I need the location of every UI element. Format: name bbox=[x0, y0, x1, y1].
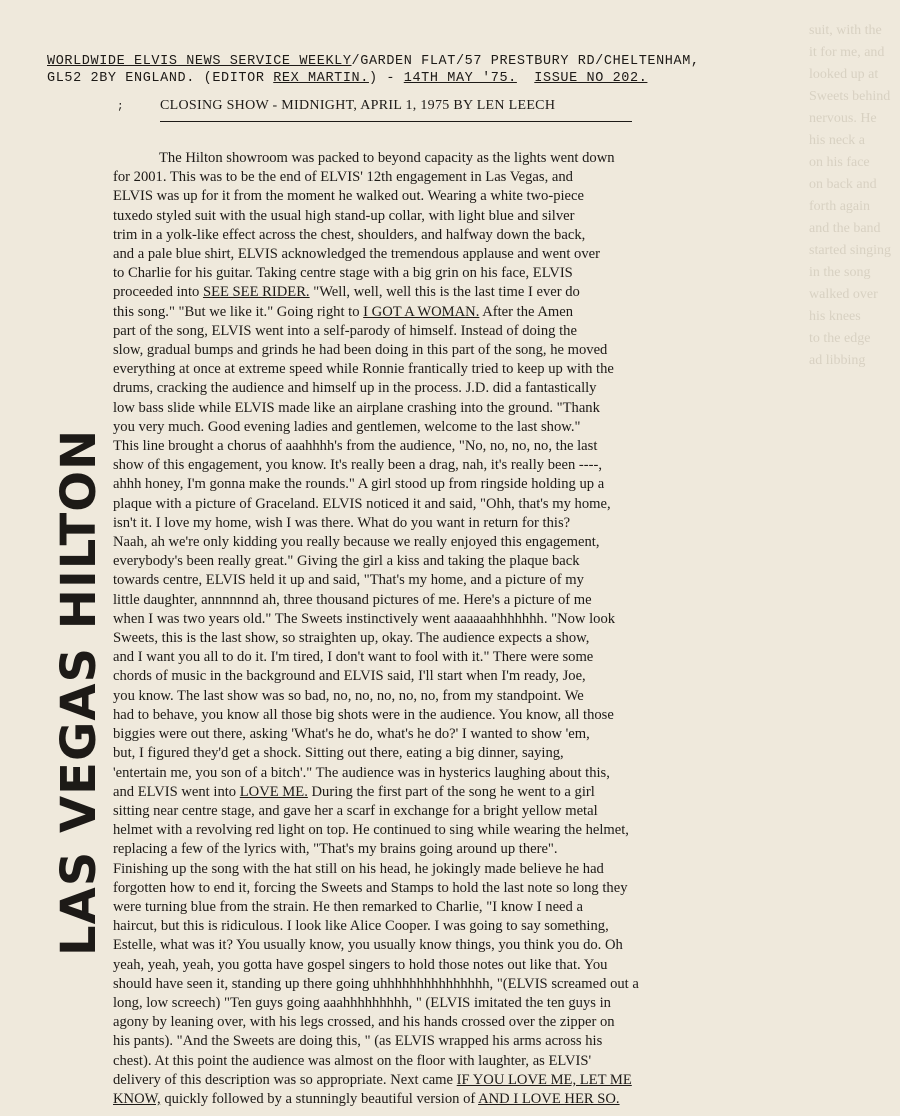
body-line-text: part of the song, ELVIS went into a self-parody of himself. Instead of doing the bbox=[113, 322, 577, 339]
body-line bbox=[113, 956, 763, 975]
song-title: IF YOU LOVE ME, LET ME bbox=[456, 1071, 632, 1088]
body-line-text: proceeded into bbox=[113, 284, 203, 301]
body-line-text: This line brought a chorus of aaahhhh's from the audience, "No, no, no, no, the last bbox=[113, 438, 598, 455]
body-line-text: you very much. Good evening ladies and gentlemen, welcome to the last show." bbox=[113, 418, 581, 435]
body-line-text: "Well, well, well this is the last time I ever do bbox=[309, 284, 580, 301]
body-line bbox=[113, 475, 763, 494]
issue-number: ISSUE NO 202. bbox=[534, 71, 648, 86]
body-line bbox=[113, 303, 763, 322]
body-line-text: when I was two years old." The Sweets instinctively went aaaaaahhhhhhh. "Now look bbox=[113, 610, 616, 627]
body-line-text: sitting near centre stage, and gave her a scarf in exchange for a bright yellow metal bbox=[113, 802, 598, 819]
body-line bbox=[113, 917, 763, 936]
body-line bbox=[113, 187, 763, 206]
issue-date: 14TH MAY '75. bbox=[403, 71, 517, 86]
body-line-text: slow, gradual bumps and grinds he had been doing in this part of the song, he moved bbox=[113, 342, 608, 359]
body-line-text: ahhh honey, I'm gonna make the rounds." A girl stood up from ringside holding up a bbox=[113, 476, 605, 493]
body-line-text: quickly followed by a stunningly beautiful version of bbox=[160, 1090, 479, 1107]
masthead bbox=[47, 53, 787, 87]
body-line-text: agony by leaning over, with his legs crossed, and his hands crossed over the zipper on bbox=[113, 1014, 615, 1031]
body-line-text: should have seen it, standing up there going uhhhhhhhhhhhhhhh, "(ELVIS screamed out a bbox=[113, 975, 639, 992]
body-line bbox=[113, 802, 763, 821]
body-line-text: and I want you all to do it. I'm tired, I don't want to fool with it." There were some bbox=[113, 649, 594, 666]
body-line bbox=[113, 1052, 763, 1071]
body-line bbox=[113, 456, 763, 475]
song-title: SEE SEE RIDER. bbox=[202, 284, 310, 301]
body-line bbox=[113, 283, 763, 302]
postcode-text: GL52 2BY ENGLAND. (EDITOR bbox=[47, 71, 274, 86]
body-line bbox=[113, 226, 763, 245]
body-line-text: plaque with a picture of Graceland. ELVIS noticed it and said, "Ohh, that's my home, bbox=[113, 495, 611, 512]
body-line bbox=[113, 706, 763, 725]
body-line bbox=[113, 571, 763, 590]
body-line bbox=[113, 610, 763, 629]
body-line-text: delivery of this description was so appropriate. Next came bbox=[113, 1071, 457, 1088]
song-title: KNOW, bbox=[113, 1090, 161, 1107]
body-line-text: Finishing up the song with the hat still on his head, he jokingly made believe he had bbox=[113, 860, 604, 877]
body-line bbox=[113, 418, 763, 437]
body-line bbox=[113, 552, 763, 571]
body-line-text: towards centre, ELVIS held it up and said, "That's my home, and a picture of my bbox=[113, 572, 584, 589]
body-line-text: After the Amen bbox=[479, 303, 573, 320]
body-line-text: Sweets, this is the last show, so straighten up, okay. The audience expects a show, bbox=[113, 630, 590, 647]
body-line-text: tuxedo styled suit with the usual high stand-up collar, with light blue and silver bbox=[113, 207, 575, 224]
body-line bbox=[113, 821, 763, 840]
bleed-through-text: suit, with the it for me, and looked up at Sweets behind nervous. He his neck a on his face on back and forth again and the band started singing in the song walked over his knees to the edge ad libbing bbox=[809, 23, 892, 368]
article-byline: CLOSING SHOW - MIDNIGHT, APRIL 1, 1975 BY LEN LEECH bbox=[160, 98, 556, 113]
body-line-text: forgotten how to end it, forcing the Sweets and Stamps to hold the last note so long they bbox=[113, 879, 628, 896]
body-line-text: had to behave, you know all those big shots were in the audience. You know, all those bbox=[113, 706, 614, 723]
body-line-text: low bass slide while ELVIS made like an airplane crashing into the ground. "Thank bbox=[113, 399, 600, 416]
body-line-text: yeah, yeah, yeah, you gotta have gospel singers to hold those notes out like that. You bbox=[113, 956, 608, 973]
body-line-text: long, low screech) "Ten guys going aaahhhhhhhhh, " (ELVIS imitated the ten guys in bbox=[113, 994, 611, 1011]
body-line-text: little daughter, annnnnnd ah, three thousand pictures of me. Here's a picture of me bbox=[113, 591, 592, 608]
body-line bbox=[113, 629, 763, 648]
body-line bbox=[113, 495, 763, 514]
body-line-text: 'entertain me, you son of a bitch'." The audience was in hysterics laughing about this, bbox=[113, 764, 610, 781]
body-line bbox=[113, 994, 763, 1013]
body-line-text: but, I figured they'd get a shock. Sitting out there, eating a big dinner, saying, bbox=[113, 745, 564, 762]
masthead-line-1 bbox=[47, 53, 787, 70]
body-line bbox=[113, 168, 763, 187]
body-line-text: biggies were out there, asking 'What's he do, what's he do?' I wanted to show 'em, bbox=[113, 726, 590, 743]
body-line-text: and a pale blue shirt, ELVIS acknowledged the tremendous applause and went over bbox=[113, 246, 600, 263]
body-line-text: During the first part of the song he went to a girl bbox=[307, 783, 595, 800]
masthead-separator: ) - bbox=[368, 71, 404, 86]
body-line-text: isn't it. I love my home, wish I was there. What do you want in return for this? bbox=[113, 514, 571, 531]
body-line bbox=[113, 591, 763, 610]
body-line bbox=[113, 898, 763, 917]
body-line bbox=[113, 648, 763, 667]
body-line bbox=[113, 975, 763, 994]
body-line-text: and ELVIS went into bbox=[113, 783, 240, 800]
body-line-text: Estelle, what was it? You usually know, you usually know things, you think you do. Oh bbox=[113, 937, 623, 954]
body-line-text: were turning blue from the strain. He then remarked to Charlie, "I know I need a bbox=[113, 898, 583, 915]
byline-rule bbox=[160, 121, 632, 122]
song-title: AND I LOVE HER SO. bbox=[478, 1090, 620, 1107]
body-line bbox=[113, 744, 763, 763]
body-line-text: haircut, but this is ridiculous. I look like Alice Cooper. I was going to say something, bbox=[113, 918, 609, 935]
body-line bbox=[113, 264, 763, 283]
masthead-line-2 bbox=[47, 70, 787, 87]
body-line bbox=[113, 1071, 763, 1090]
body-line-text: this song." "But we like it." Going right to bbox=[113, 303, 364, 320]
body-line-text: everything at once at extreme speed while Ronnie frantically tried to keep up with the bbox=[113, 361, 614, 378]
body-line bbox=[113, 399, 763, 418]
body-line bbox=[113, 341, 763, 360]
body-line-text: replacing a few of the lyrics with, "That's my brains going around up there". bbox=[113, 841, 558, 858]
body-line bbox=[113, 879, 763, 898]
song-title: I GOT A WOMAN. bbox=[363, 303, 480, 320]
body-line bbox=[113, 245, 763, 264]
bullet-mark: ; bbox=[117, 101, 124, 113]
body-line-text: The Hilton showroom was packed to beyond capacity as the lights went down bbox=[159, 150, 615, 166]
body-line bbox=[113, 840, 763, 859]
body-line bbox=[113, 379, 763, 398]
body-line-text: to Charlie for his guitar. Taking centre stage with a big grin on his face, ELVIS bbox=[113, 265, 573, 282]
body-line bbox=[113, 1013, 763, 1032]
body-line bbox=[113, 725, 763, 744]
body-line-text: you know. The last show was so bad, no, no, no, no, no, from my standpoint. We bbox=[113, 687, 584, 704]
editor-name: REX MARTIN. bbox=[273, 71, 369, 86]
body-line bbox=[113, 360, 763, 379]
body-line bbox=[113, 687, 763, 706]
body-line bbox=[113, 207, 763, 226]
body-line bbox=[113, 783, 763, 802]
body-line bbox=[113, 149, 763, 168]
body-line bbox=[113, 936, 763, 955]
article-body bbox=[113, 149, 763, 1109]
body-line-text: Naah, ah we're only kidding you really because we really enjoyed this engagement, bbox=[113, 534, 600, 551]
body-line bbox=[113, 514, 763, 533]
body-line-text: ELVIS was up for it from the moment he walked out. Wearing a white two-piece bbox=[113, 188, 584, 205]
body-line bbox=[113, 667, 763, 686]
body-line-text: for 2001. This was to be the end of ELVIS' 12th engagement in Las Vegas, and bbox=[113, 169, 573, 186]
body-line-text: trim in a yolk-like effect across the chest, shoulders, and halfway down the back, bbox=[113, 226, 586, 243]
body-line-text: his pants). "And the Sweets are doing this, " (as ELVIS wrapped his arms across his bbox=[113, 1033, 603, 1050]
body-line-text: show of this engagement, you know. It's really been a drag, nah, it's really been ----, bbox=[113, 457, 602, 474]
body-line bbox=[113, 533, 763, 552]
body-line bbox=[113, 437, 763, 456]
body-line-text: drums, cracking the audience and himself up in the process. J.D. did a fantastically bbox=[113, 380, 597, 397]
body-line-text: helmet with a revolving red light on top. He continued to sing while wearing the helmet, bbox=[113, 822, 629, 839]
publication-address: /GARDEN FLAT/57 PRESTBURY RD/CHELTENHAM, bbox=[351, 54, 700, 69]
body-line-text: everybody's been really great." Giving the girl a kiss and taking the plaque back bbox=[113, 553, 580, 570]
body-line bbox=[113, 764, 763, 783]
body-line-text: chords of music in the background and ELVIS said, I'll start when I'm ready, Joe, bbox=[113, 668, 586, 685]
body-line bbox=[113, 1090, 763, 1109]
body-line-text: chest). At this point the audience was almost on the floor with laughter, as ELVIS' bbox=[113, 1052, 592, 1069]
body-line bbox=[113, 322, 763, 341]
body-line bbox=[113, 1032, 763, 1051]
side-title-vertical: LAS VEGAS HILTON bbox=[51, 428, 107, 956]
song-title: LOVE ME. bbox=[239, 783, 308, 800]
publication-name: WORLDWIDE ELVIS NEWS SERVICE WEEKLY bbox=[47, 54, 352, 69]
body-line bbox=[113, 860, 763, 879]
